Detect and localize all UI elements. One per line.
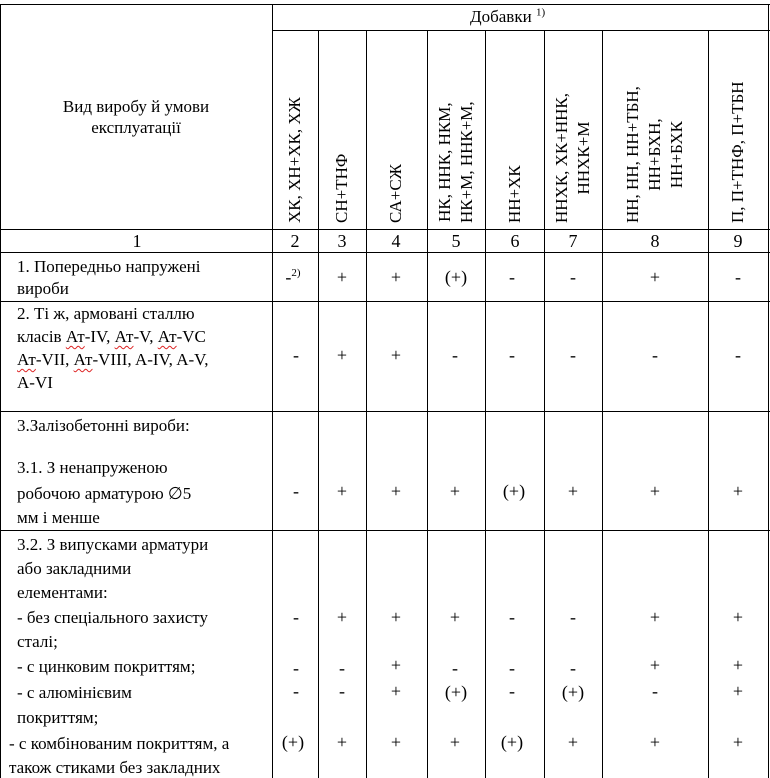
row-2-mark-col7: - — [570, 345, 576, 365]
row-3-2-b-mark-col4: + — [390, 655, 402, 675]
row-3-2-d-label-line2: також стиками без закладних — [9, 758, 221, 777]
row-1-mark-col3: + — [336, 267, 348, 287]
row-2-line — [0, 411, 770, 412]
row-3-2-d-mark-col8: + — [649, 732, 661, 752]
row-3-2-d-mark-col3: + — [336, 732, 348, 752]
row-3-2-b-mark-col8: + — [649, 655, 661, 675]
col-line-1 — [272, 4, 273, 778]
col-line-4 — [427, 30, 428, 778]
row-3-2-b-label: - с цинковим покриттям; — [17, 657, 196, 676]
col-line-7 — [602, 30, 603, 778]
row-3-2-d-mark-col5: + — [449, 732, 461, 752]
row-2-mark-col4: + — [390, 345, 402, 365]
col-header-5: НК, ННК, НКМ, НК+М, ННК+М, — [435, 101, 476, 223]
col-number-4: 4 — [391, 231, 401, 251]
row-1-mark-col2: -$^{2)}$ — [285, 267, 301, 287]
row-1-mark-col9: - — [735, 267, 741, 287]
row-3-2-a-mark-col7: - — [570, 607, 576, 627]
row-3-2-c-mark-col9: + — [732, 681, 744, 701]
kind-header-line1: Вид виробу й умови — [62, 97, 210, 116]
row-3-2-d-mark-col2: (+) — [281, 732, 305, 752]
row-3-2-label-line1: 3.2. З випусками арматури — [17, 535, 209, 554]
table-border-top — [0, 4, 770, 5]
row-2-mark-col5: - — [452, 345, 458, 365]
row-3-mark-col9: + — [732, 481, 744, 501]
col-number-1: 1 — [132, 231, 142, 251]
col-header-6: НН+ХК — [505, 165, 524, 223]
col-header-9: П, П+ТНФ, П+ТБН — [728, 81, 747, 223]
row-3-2-a-label-line2: сталі; — [17, 632, 58, 651]
row-3-1-label-line3: мм і менше — [17, 508, 100, 527]
row-3-2-d-mark-col4: + — [390, 732, 402, 752]
additives-label: Добавки — [470, 7, 532, 26]
row-1-mark-col5: (+) — [444, 267, 468, 287]
col-number-3: 3 — [337, 231, 347, 251]
row-3-mark-col3: + — [336, 481, 348, 501]
col-number-8: 8 — [650, 231, 660, 251]
number-row-line — [0, 252, 770, 253]
row-1-label-line2: вироби — [17, 279, 69, 298]
row-3-2-b-mark-col5: - — [452, 658, 458, 678]
col-line-3 — [366, 30, 367, 778]
col-number-6: 6 — [510, 231, 520, 251]
row-3-2-c-label-line1: - с алюмінієвим — [17, 683, 132, 702]
row-2-label-line2: класів Ат-IV, Ат-V, Ат-VC — [17, 327, 206, 346]
row-3-2-d-mark-col6: (+) — [500, 732, 524, 752]
row-3-2-b-mark-col6: - — [509, 658, 515, 678]
row-1-footnote: 2) — [291, 267, 301, 279]
col-header-2: ХК, ХН+ХК, ХЖ — [285, 97, 304, 223]
row-3-2-c-mark-col7: (+) — [561, 682, 585, 702]
row-3-2-a-mark-col3: + — [336, 607, 348, 627]
row-3-mark-col8: + — [649, 481, 661, 501]
row-2-mark-col3: + — [336, 345, 348, 365]
row-2-mark-col2: - — [293, 345, 299, 365]
col-line-6 — [544, 30, 545, 778]
kind-header-line2: експлуатації — [91, 118, 181, 137]
row-1-mark-col8: + — [649, 267, 661, 287]
row-3-2-a-mark-col8: + — [649, 607, 661, 627]
row-3-2-b-mark-col2: - — [293, 658, 299, 678]
col-line-8 — [708, 30, 709, 778]
row-3-2-d-mark-col9: + — [732, 732, 744, 752]
row-3-2-a-mark-col2: - — [293, 607, 299, 627]
col-header-7: ННХК, ХК+ННК, ННХК+М — [552, 92, 593, 223]
row-2-mark-col6: - — [509, 345, 515, 365]
row-3-mark-col5: + — [449, 481, 461, 501]
row-3-mark-col6: (+) — [502, 481, 526, 501]
row-3-mark-col4: + — [390, 481, 402, 501]
row-3-line — [0, 530, 770, 531]
col-number-2: 2 — [290, 231, 300, 251]
col-line-2 — [318, 30, 319, 778]
row-3-1-label-line2: робочою арматурою ∅5 — [17, 484, 192, 503]
row-3-2-label-line3: елементами: — [17, 583, 108, 602]
row-3-2-c-mark-col8: - — [652, 681, 658, 701]
row-2-mark-col8: - — [652, 345, 658, 365]
row-3-2-b-mark-col9: + — [732, 655, 744, 675]
col-number-7: 7 — [568, 231, 578, 251]
row-1-label-line1: 1. Попередньо напружені — [17, 257, 201, 276]
row-1-mark-col7: - — [570, 267, 576, 287]
row-3-heading: 3.Залізобетонні вироби: — [17, 416, 190, 435]
col-header-8: НН, НН, НН+ТБН, НН+БХН, НН+БХК — [623, 86, 686, 223]
row-3-2-c-mark-col5: (+) — [444, 682, 468, 702]
row-3-2-a-mark-col4: + — [390, 607, 402, 627]
row-3-2-c-mark-col6: - — [509, 681, 515, 701]
row-3-2-c-label-line2: покриттям; — [17, 708, 99, 727]
row-3-2-label-line2: або закладними — [17, 559, 132, 578]
row-3-2-d-label-line1: - с комбінованим покриттям, а — [9, 734, 230, 753]
row-2-label-line3: Ат-VII, Ат-VIII, A-IV, A-V, — [17, 350, 209, 369]
row-3-2-c-mark-col4: + — [390, 681, 402, 701]
col-header-3: СН+ТНФ — [332, 153, 351, 223]
row-2-label-line1: 2. Ті ж, армовані сталлю — [17, 304, 195, 323]
additives-footnote: 1) — [535, 6, 546, 19]
row-3-2-a-mark-col5: + — [449, 607, 461, 627]
row-3-2-b-mark-col3: - — [339, 658, 345, 678]
col-line-9 — [768, 4, 769, 778]
row-3-1-label-line1: 3.1. З ненапруженою — [17, 458, 168, 477]
row-3-2-a-label-line1: - без спеціального захисту — [17, 608, 209, 627]
row-3-2-c-mark-col2: - — [293, 681, 299, 701]
row-3-2-a-mark-col9: + — [732, 607, 744, 627]
row-3-mark-col7: + — [567, 481, 579, 501]
row-2-mark-col9: - — [735, 345, 741, 365]
row-2-label-line4: A-VI — [17, 373, 53, 392]
col-header-4: СА+СЖ — [386, 164, 405, 223]
col-line-5 — [485, 30, 486, 778]
row-3-2-b-mark-col7: - — [570, 658, 576, 678]
row-3-2-c-mark-col3: - — [339, 681, 345, 701]
row-3-mark-col2: - — [293, 481, 299, 501]
row-3-2-a-mark-col6: - — [509, 607, 515, 627]
col-number-5: 5 — [451, 231, 461, 251]
row-1-mark-col4: + — [390, 267, 402, 287]
row-1-mark-col6: - — [509, 267, 515, 287]
additives-header-line — [272, 30, 770, 31]
additives-header — [470, 5, 545, 29]
col-number-9: 9 — [733, 231, 743, 251]
row-3-2-d-mark-col7: + — [567, 732, 579, 752]
